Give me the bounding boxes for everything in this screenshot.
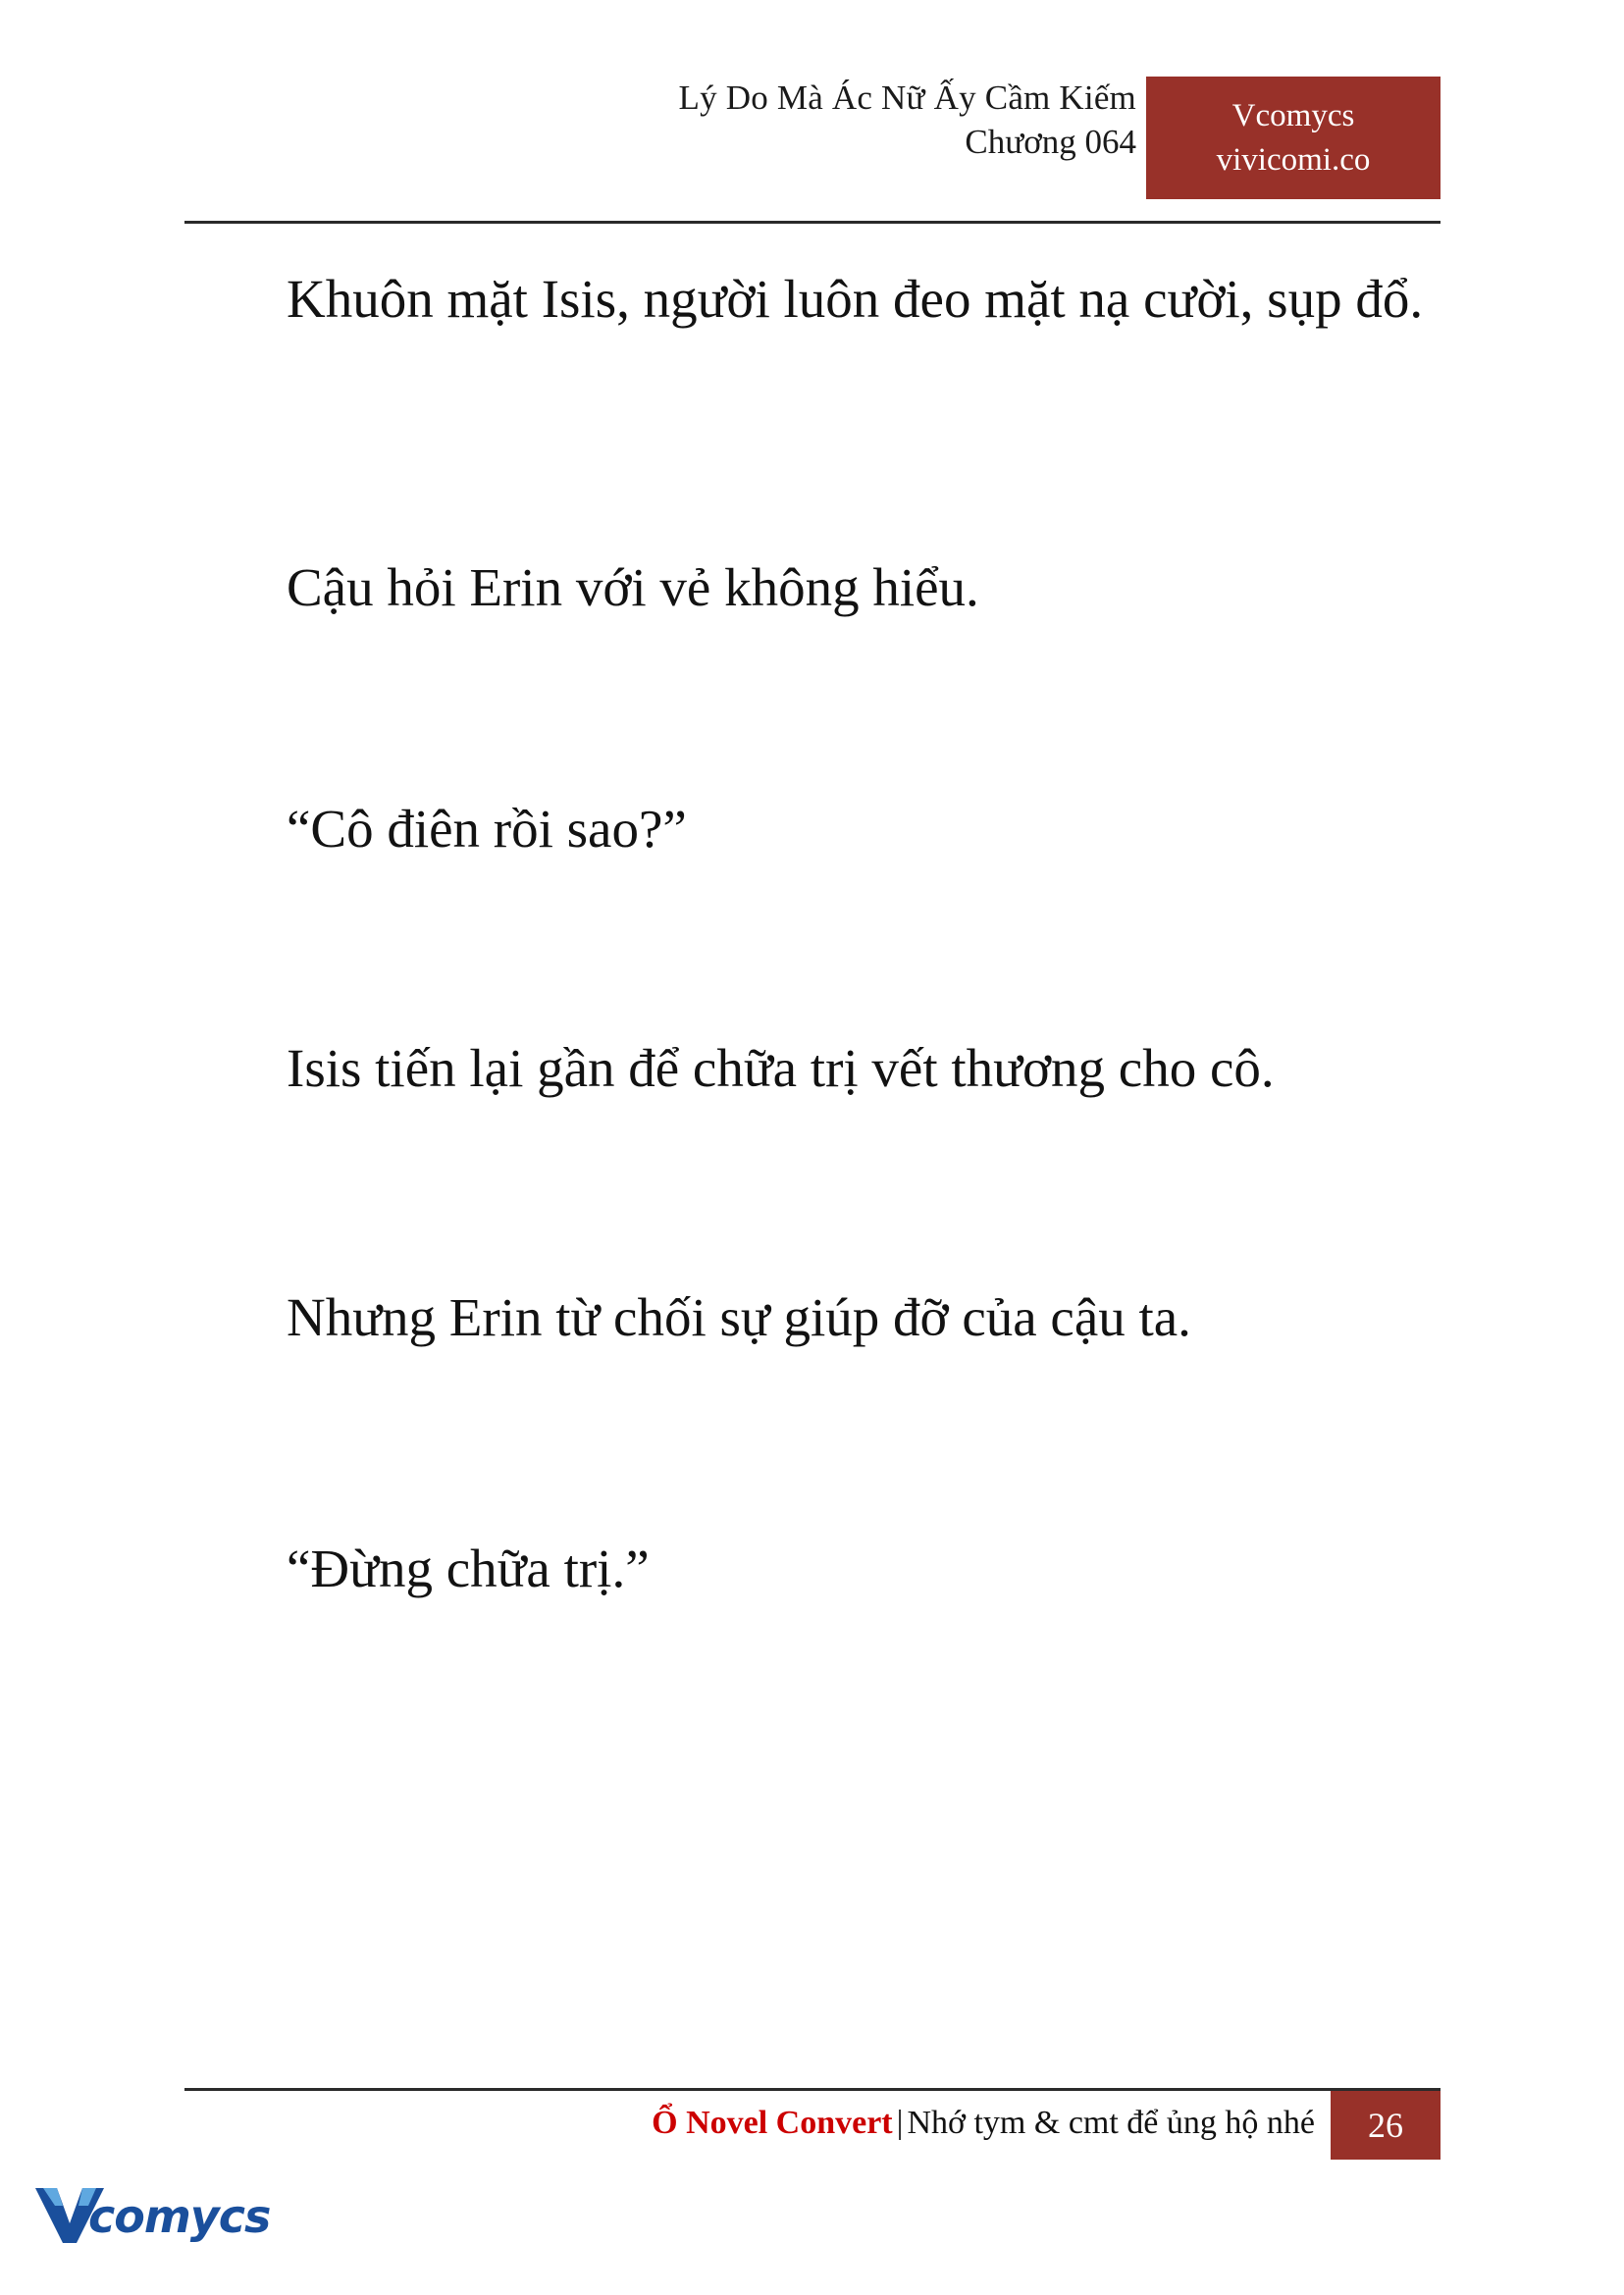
site-badge xyxy=(1146,77,1441,199)
paragraph-spacer xyxy=(192,1101,1441,1285)
paragraph: Khuôn mặt Isis, người luôn đeo mặt nạ cười, sụp đổ. xyxy=(287,269,1424,329)
paragraph: Isis tiến lại gần để chữa trị vết thương cho cô. xyxy=(287,1038,1275,1098)
paragraph-spacer xyxy=(192,332,1441,555)
header-title-group xyxy=(679,77,1136,165)
chapter-label: Chương 064 xyxy=(965,122,1136,161)
footer-credit xyxy=(652,2105,1315,2142)
novel-title: Lý Do Mà Ác Nữ Ấy Cầm Kiếm xyxy=(678,78,1136,117)
paragraph: “Cô điên rồi sao?” xyxy=(287,799,687,859)
paragraph: Nhưng Erin từ chối sự giúp đỡ của cậu ta. xyxy=(287,1287,1191,1347)
vcomycs-watermark-label: comycs xyxy=(88,2190,271,2243)
site-badge-name: Vcomycs xyxy=(1231,97,1355,133)
page-content xyxy=(192,267,1441,1601)
footer-note: Nhớ tym & cmt để ủng hộ nhé xyxy=(907,2105,1315,2141)
vcomycs-watermark xyxy=(33,2180,269,2265)
header-divider xyxy=(184,221,1441,224)
page-number-badge: 26 xyxy=(1331,2091,1441,2160)
page-header xyxy=(184,77,1441,214)
paragraph-spacer xyxy=(192,861,1441,1036)
footer-separator: | xyxy=(896,2105,904,2141)
paragraph: “Đừng chữa trị.” xyxy=(287,1539,650,1598)
paragraph: Cậu hỏi Erin với vẻ không hiểu. xyxy=(287,557,979,617)
site-badge-url: vivicomi.co xyxy=(1216,141,1371,178)
paragraph-spacer xyxy=(192,1350,1441,1537)
page-footer xyxy=(184,2091,1441,2162)
footer-brand: Ổ Novel Convert xyxy=(652,2105,893,2141)
paragraph-spacer xyxy=(192,620,1441,797)
